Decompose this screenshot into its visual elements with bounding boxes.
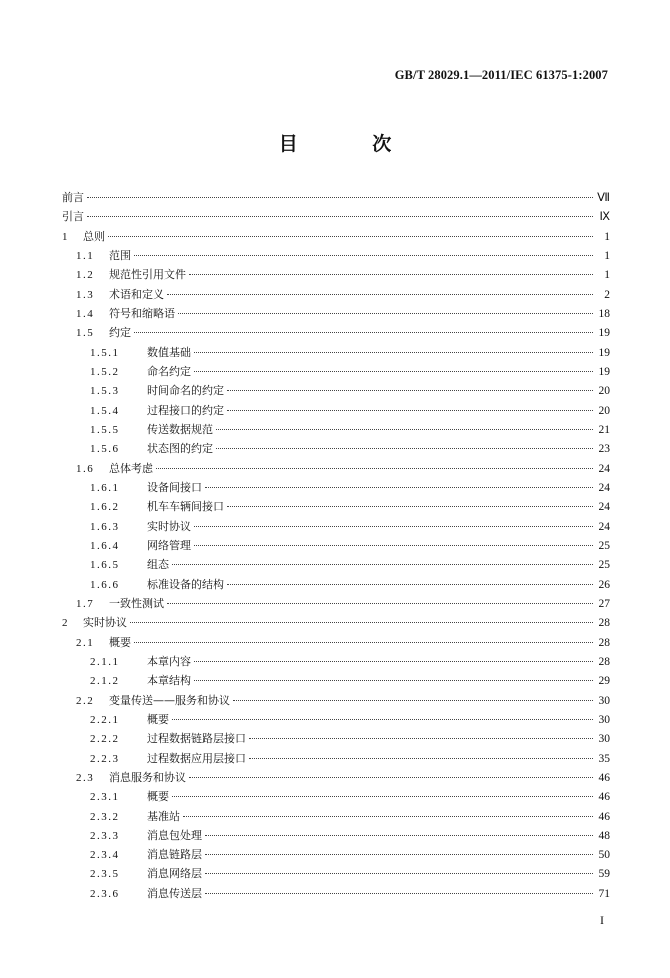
toc-entry-number: 1.2 bbox=[76, 269, 95, 282]
toc-entry[interactable] bbox=[62, 518, 610, 537]
toc-entry[interactable] bbox=[62, 189, 610, 208]
dot-leader bbox=[227, 389, 593, 391]
toc-entry-number: 1.4 bbox=[76, 307, 95, 320]
dot-leader bbox=[216, 428, 593, 430]
dot-leader bbox=[205, 834, 593, 836]
toc-entry-page: Ⅸ bbox=[599, 211, 610, 224]
toc-entry-page: 19 bbox=[598, 365, 610, 378]
toc-entry-page: 35 bbox=[598, 752, 610, 765]
toc-entry-page: 28 bbox=[598, 636, 610, 649]
toc-entry[interactable] bbox=[62, 440, 610, 459]
toc-entry[interactable] bbox=[62, 614, 610, 633]
toc-entry-number: 1.5.6 bbox=[90, 443, 120, 456]
toc-entry[interactable] bbox=[62, 653, 610, 672]
toc-entry-page: 30 bbox=[598, 713, 610, 726]
toc-entry[interactable] bbox=[62, 595, 610, 614]
dot-leader bbox=[87, 215, 593, 217]
toc-entry-page: 46 bbox=[598, 771, 610, 784]
toc-entry[interactable] bbox=[62, 228, 610, 247]
toc-entry-label: 概要 bbox=[147, 712, 169, 726]
toc-entry[interactable] bbox=[62, 808, 610, 827]
toc-entry-page: 1 bbox=[604, 230, 610, 243]
toc-entry[interactable] bbox=[62, 344, 610, 363]
toc-entry-page: 23 bbox=[598, 443, 610, 456]
toc-entry-label: 变量传送——服务和协议 bbox=[109, 693, 230, 707]
table-of-contents bbox=[62, 189, 610, 904]
toc-entry-number: 1.6.3 bbox=[90, 520, 120, 533]
toc-entry[interactable] bbox=[62, 788, 610, 807]
dot-leader bbox=[194, 351, 593, 353]
dot-leader bbox=[205, 872, 593, 874]
dot-leader bbox=[227, 505, 593, 507]
dot-leader bbox=[194, 660, 593, 662]
toc-entry-page: 19 bbox=[598, 346, 610, 359]
dot-leader bbox=[178, 312, 593, 314]
toc-entry[interactable] bbox=[62, 672, 610, 691]
toc-entry-label: 状态图的约定 bbox=[147, 442, 213, 456]
toc-entry-label: 传送数据规范 bbox=[147, 422, 213, 436]
toc-entry[interactable] bbox=[62, 363, 610, 382]
toc-entry[interactable] bbox=[62, 266, 610, 285]
toc-entry-number: 1.5.4 bbox=[90, 404, 120, 417]
toc-entry-label: 前言 bbox=[62, 191, 84, 204]
toc-entry[interactable] bbox=[62, 846, 610, 865]
dot-leader bbox=[194, 525, 593, 527]
toc-entry[interactable] bbox=[62, 769, 610, 788]
toc-entry[interactable] bbox=[62, 498, 610, 517]
toc-entry[interactable] bbox=[62, 324, 610, 343]
toc-entry-label: 消息链路层 bbox=[147, 848, 202, 862]
dot-leader bbox=[172, 563, 593, 565]
toc-entry-number: 1 bbox=[62, 230, 69, 243]
toc-entry-number: 2.3.3 bbox=[90, 829, 120, 842]
toc-entry-label: 规范性引用文件 bbox=[109, 268, 186, 282]
toc-entry-page: 50 bbox=[598, 849, 610, 862]
toc-entry-number: 2.1.2 bbox=[90, 675, 120, 688]
toc-entry-label: 实时协议 bbox=[147, 519, 191, 533]
toc-entry-number: 2 bbox=[62, 617, 69, 630]
toc-entry[interactable] bbox=[62, 537, 610, 556]
standard-code: GB/T 28029.1—2011/IEC 61375-1:2007 bbox=[394, 68, 608, 82]
toc-entry[interactable] bbox=[62, 634, 610, 653]
toc-entry-label: 消息包处理 bbox=[147, 828, 202, 842]
toc-entry-label: 过程接口的约定 bbox=[147, 403, 224, 417]
toc-entry[interactable] bbox=[62, 247, 610, 266]
dot-leader bbox=[205, 486, 593, 488]
toc-entry-number: 2.3.1 bbox=[90, 791, 120, 804]
toc-entry-label: 网络管理 bbox=[147, 538, 191, 552]
toc-entry-label: 概要 bbox=[109, 635, 131, 649]
toc-entry-label: 命名约定 bbox=[147, 364, 191, 378]
toc-entry-label: 标准设备的结构 bbox=[147, 577, 224, 591]
toc-entry[interactable] bbox=[62, 692, 610, 711]
toc-entry[interactable] bbox=[62, 730, 610, 749]
dot-leader bbox=[194, 679, 593, 681]
toc-entry-label: 总体考虑 bbox=[109, 461, 153, 475]
toc-entry[interactable] bbox=[62, 827, 610, 846]
toc-entry-page: 25 bbox=[598, 559, 610, 572]
toc-entry-number: 1.5.2 bbox=[90, 365, 120, 378]
toc-entry-number: 2.2.3 bbox=[90, 752, 120, 765]
toc-entry-page: 30 bbox=[598, 694, 610, 707]
toc-entry-number: 1.6.5 bbox=[90, 559, 120, 572]
toc-entry-page: 27 bbox=[598, 597, 610, 610]
toc-entry-number: 2.1 bbox=[76, 636, 95, 649]
toc-entry-page: 25 bbox=[598, 539, 610, 552]
toc-entry-label: 一致性测试 bbox=[109, 596, 164, 610]
dot-leader bbox=[194, 544, 593, 546]
toc-entry-label: 过程数据应用层接口 bbox=[147, 751, 246, 765]
toc-entry-number: 1.5.5 bbox=[90, 423, 120, 436]
toc-entry-page: 1 bbox=[604, 249, 610, 262]
toc-entry-number: 1.6.4 bbox=[90, 539, 120, 552]
toc-entry-number: 2.1.1 bbox=[90, 655, 120, 668]
toc-entry-number: 1.1 bbox=[76, 249, 95, 262]
toc-entry-page: 21 bbox=[598, 423, 610, 436]
toc-entry-label: 时间命名的约定 bbox=[147, 384, 224, 398]
toc-entry[interactable] bbox=[62, 865, 610, 884]
toc-entry-page: 24 bbox=[598, 501, 610, 514]
toc-entry-number: 2.2 bbox=[76, 694, 95, 707]
toc-entry-page: 30 bbox=[598, 733, 610, 746]
toc-entry-page: 18 bbox=[598, 307, 610, 320]
toc-entry-number: 1.7 bbox=[76, 597, 95, 610]
toc-entry-page: 28 bbox=[598, 617, 610, 630]
dot-leader bbox=[108, 235, 593, 237]
dot-leader bbox=[130, 621, 593, 623]
toc-entry-label: 过程数据链路层接口 bbox=[147, 732, 246, 746]
dot-leader bbox=[249, 757, 593, 759]
toc-entry-label: 设备间接口 bbox=[147, 480, 202, 494]
toc-entry-page: 46 bbox=[598, 791, 610, 804]
toc-entry-page: 24 bbox=[598, 520, 610, 533]
dot-leader bbox=[227, 409, 593, 411]
toc-entry-number: 1.6.6 bbox=[90, 578, 120, 591]
toc-entry[interactable] bbox=[62, 286, 610, 305]
toc-entry-page: Ⅶ bbox=[597, 192, 610, 204]
toc-entry-label: 消息服务和协议 bbox=[109, 770, 186, 784]
toc-entry-label: 数值基础 bbox=[147, 345, 191, 359]
toc-entry-number: 1.6.1 bbox=[90, 481, 120, 494]
toc-entry-label: 基准站 bbox=[147, 809, 180, 823]
toc-entry-number: 2.3.6 bbox=[90, 887, 120, 900]
toc-entry-number: 2.2.2 bbox=[90, 733, 120, 746]
toc-entry-label: 范围 bbox=[109, 248, 131, 262]
dot-leader bbox=[249, 737, 593, 739]
toc-entry-label: 组态 bbox=[147, 558, 169, 572]
toc-entry-page: 71 bbox=[598, 887, 610, 900]
footer-page-number: I bbox=[600, 913, 604, 927]
toc-entry-page: 24 bbox=[598, 481, 610, 494]
toc-entry[interactable] bbox=[62, 421, 610, 440]
toc-entry-label: 引言 bbox=[62, 210, 84, 224]
dot-leader bbox=[227, 583, 593, 585]
toc-entry-number: 2.3 bbox=[76, 771, 95, 784]
toc-entry-number: 2.2.1 bbox=[90, 713, 120, 726]
toc-entry-label: 实时协议 bbox=[83, 616, 127, 630]
toc-entry-page: 59 bbox=[598, 868, 610, 881]
toc-entry-label: 消息传送层 bbox=[147, 886, 202, 900]
toc-entry-label: 机车车辆间接口 bbox=[147, 500, 224, 514]
toc-entry-page: 2 bbox=[604, 288, 610, 301]
toc-entry[interactable] bbox=[62, 750, 610, 769]
toc-entry-number: 1.6.2 bbox=[90, 501, 120, 514]
toc-entry-label: 本章结构 bbox=[147, 674, 191, 688]
dot-leader bbox=[205, 853, 593, 855]
dot-leader bbox=[134, 641, 593, 643]
toc-entry[interactable] bbox=[62, 382, 610, 401]
dot-leader bbox=[167, 293, 593, 295]
toc-entry-label: 概要 bbox=[147, 790, 169, 804]
toc-entry-label: 消息网络层 bbox=[147, 867, 202, 881]
toc-entry-page: 20 bbox=[598, 385, 610, 398]
toc-entry-number: 1.6 bbox=[76, 462, 95, 475]
dot-leader bbox=[233, 699, 593, 701]
toc-entry[interactable] bbox=[62, 305, 610, 324]
dot-leader bbox=[189, 273, 593, 275]
dot-leader bbox=[156, 467, 593, 469]
dot-leader bbox=[183, 815, 593, 817]
toc-entry-page: 29 bbox=[598, 675, 610, 688]
toc-entry-number: 1.5.3 bbox=[90, 385, 120, 398]
dot-leader bbox=[172, 718, 593, 720]
toc-entry-number: 2.3.4 bbox=[90, 849, 120, 862]
toc-entry[interactable] bbox=[62, 460, 610, 479]
toc-entry-page: 46 bbox=[598, 810, 610, 823]
dot-leader bbox=[134, 331, 593, 333]
toc-entry[interactable] bbox=[62, 402, 610, 421]
toc-entry-page: 48 bbox=[598, 829, 610, 842]
toc-entry[interactable] bbox=[62, 208, 610, 227]
dot-leader bbox=[205, 892, 593, 894]
toc-entry-number: 2.3.5 bbox=[90, 868, 120, 881]
toc-entry-page: 26 bbox=[598, 578, 610, 591]
dot-leader bbox=[189, 776, 593, 778]
toc-entry-label: 本章内容 bbox=[147, 654, 191, 668]
toc-entry[interactable] bbox=[62, 556, 610, 575]
page-title: 目 次 bbox=[278, 133, 426, 155]
toc-entry-page: 24 bbox=[598, 462, 610, 475]
toc-entry-label: 术语和定义 bbox=[109, 287, 164, 301]
dot-leader bbox=[134, 254, 593, 256]
toc-entry-page: 20 bbox=[598, 404, 610, 417]
toc-entry-page: 28 bbox=[598, 655, 610, 668]
toc-entry[interactable] bbox=[62, 479, 610, 498]
toc-entry-number: 1.5.1 bbox=[90, 346, 120, 359]
toc-entry[interactable] bbox=[62, 885, 610, 904]
toc-entry-page: 1 bbox=[604, 269, 610, 282]
dot-leader bbox=[194, 370, 593, 372]
toc-entry-number: 1.5 bbox=[76, 327, 95, 340]
toc-entry-label: 符号和缩略语 bbox=[109, 306, 175, 320]
toc-entry[interactable] bbox=[62, 711, 610, 730]
toc-entry-number: 1.3 bbox=[76, 288, 95, 301]
dot-leader bbox=[216, 447, 593, 449]
toc-entry-number: 2.3.2 bbox=[90, 810, 120, 823]
toc-entry-label: 约定 bbox=[109, 326, 131, 340]
toc-entry[interactable] bbox=[62, 576, 610, 595]
dot-leader bbox=[167, 602, 593, 604]
toc-entry-page: 19 bbox=[598, 327, 610, 340]
dot-leader bbox=[172, 795, 593, 797]
toc-entry-label: 总则 bbox=[83, 229, 105, 243]
dot-leader bbox=[87, 196, 593, 198]
